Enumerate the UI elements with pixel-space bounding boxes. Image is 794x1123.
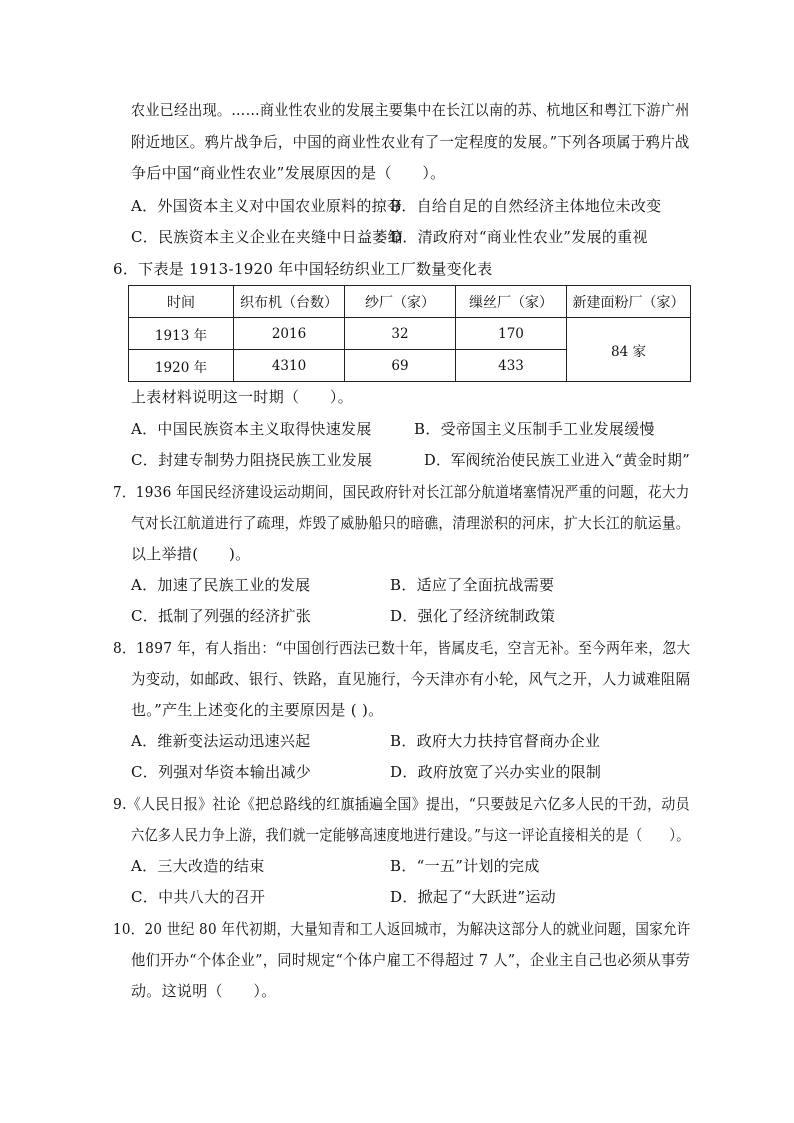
table-header-cell: 纱厂（家） — [345, 286, 456, 318]
table-header-cell: 时间 — [129, 286, 234, 318]
q8-stem-line: 也。”产生上述变化的主要原因是 ( )。 — [131, 701, 384, 719]
q5-option-b: B．自给自足的自然经济主体地位未改变 — [390, 197, 662, 215]
passage-line: 争后中国“商业性农业”发展原因的是（ ）。 — [131, 164, 446, 182]
passage-line: 农业已经出现。……商业性农业的发展主要集中在长江以南的苏、杭地区和粤江下游广州 — [131, 101, 690, 119]
q5-option-d: D．清政府对“商业性农业”发展的重视 — [390, 228, 648, 246]
q7-option-b: B．适应了全面抗战需要 — [390, 576, 555, 594]
q6-stem: 6．下表是 1913-1920 年中国轻纺织业工厂数量变化表 — [113, 260, 493, 278]
q7-stem-line: 7．1936 年国民经济建设运动期间，国民政府针对长江部分航道堵塞情况严重的问题，花大力 — [113, 483, 690, 501]
table-row — [129, 318, 691, 350]
q8-option-d: D．政府放宽了兴办实业的限制 — [390, 763, 602, 781]
q10-stem-line: 动。这说明（ ）。 — [131, 982, 277, 1000]
q6-option-a: A．中国民族资本主义取得快速发展 — [131, 420, 372, 438]
table-cell: 2016 — [234, 318, 345, 350]
q8-stem-line: 8．1897 年，有人指出：“中国创行西法已数十年，皆属皮毛，空言无补。至今两年来，忽大 — [113, 639, 691, 657]
table-cell: 170 — [456, 318, 567, 350]
q6-option-c: C．封建专制势力阻挠民族工业发展 — [131, 451, 373, 469]
table-cell: 32 — [345, 318, 456, 350]
table-cell: 1920 年 — [129, 350, 234, 382]
data-table — [128, 285, 691, 382]
table-merged-cell: 84 家 — [567, 318, 691, 382]
q8-stem-line: 为变动，如邮政、银行、铁路，直见施行，今天津亦有小轮，风气之开，人力诚难阻隔 — [131, 670, 691, 688]
q6-option-d: D．军阀统治使民族工业进入“黄金时期” — [424, 451, 690, 469]
q10-stem-line: 10．20 世纪 80 年代初期，大量知青和工人返回城市，为解决这部分人的就业问题，国家允许 — [113, 920, 691, 938]
table-header-cell: 织布机（台数） — [234, 286, 345, 318]
table-cell: 433 — [456, 350, 567, 382]
q9-stem-line: 六亿多人民力争上游，我们就一定能够高速度地进行建设。”与这一评论直接相关的是（ ）。 — [131, 826, 690, 844]
q7-option-a: A．加速了民族工业的发展 — [131, 576, 311, 594]
table-header-cell: 新建面粉厂（家） — [567, 286, 691, 318]
q7-option-c: C．抵制了列强的经济扩张 — [131, 607, 312, 625]
q10-stem-line: 他们开办“个体企业”，同时规定“个体户雇工不得超过 7 人”，企业主自己也必须从事劳 — [131, 951, 691, 969]
q9-stem-line: 9.《人民日报》社论《把总路线的红旗插遍全国》提出，“只要鼓足六亿多人民的干劲，动员 — [113, 795, 690, 813]
q7-stem-line: 气对长江航道进行了疏理，炸毁了威胁船只的暗礁，清理淤积的河床，扩大长江的航运量。 — [131, 514, 690, 532]
q6-after-table: 上表材料说明这一时期（ ）。 — [131, 388, 354, 406]
table-header-row — [129, 286, 691, 318]
q9-option-a: A．三大改造的结束 — [131, 857, 265, 875]
passage-line: 附近地区。鸦片战争后，中国的商业性农业有了一定程度的发展。”下列各项属于鸦片战 — [131, 133, 690, 151]
q9-option-d: D．掀起了“大跃进”运动 — [390, 888, 556, 906]
q8-option-c: C．列强对华资本输出减少 — [131, 763, 312, 781]
table-cell: 69 — [345, 350, 456, 382]
table-header-cell: 缫丝厂（家） — [456, 286, 567, 318]
table-cell: 4310 — [234, 350, 345, 382]
q8-option-a: A．维新变法运动迅速兴起 — [131, 732, 311, 750]
q7-stem-line: 以上举措( )。 — [131, 545, 251, 563]
q8-option-b: B．政府大力扶持官督商办企业 — [390, 732, 601, 750]
q5-option-c: C．民族资本主义企业在夹缝中日益萎缩 — [131, 228, 403, 246]
q5-option-a: A．外国资本主义对中国农业原料的掠夺 — [131, 197, 403, 215]
table-cell: 1913 年 — [129, 318, 234, 350]
q6-option-b: B．受帝国主义压制手工业发展缓慢 — [414, 420, 655, 438]
q9-option-c: C．中共八大的召开 — [131, 888, 266, 906]
q7-option-d: D．强化了经济统制政策 — [390, 607, 556, 625]
q9-option-b: B．“一五”计划的完成 — [390, 857, 540, 875]
